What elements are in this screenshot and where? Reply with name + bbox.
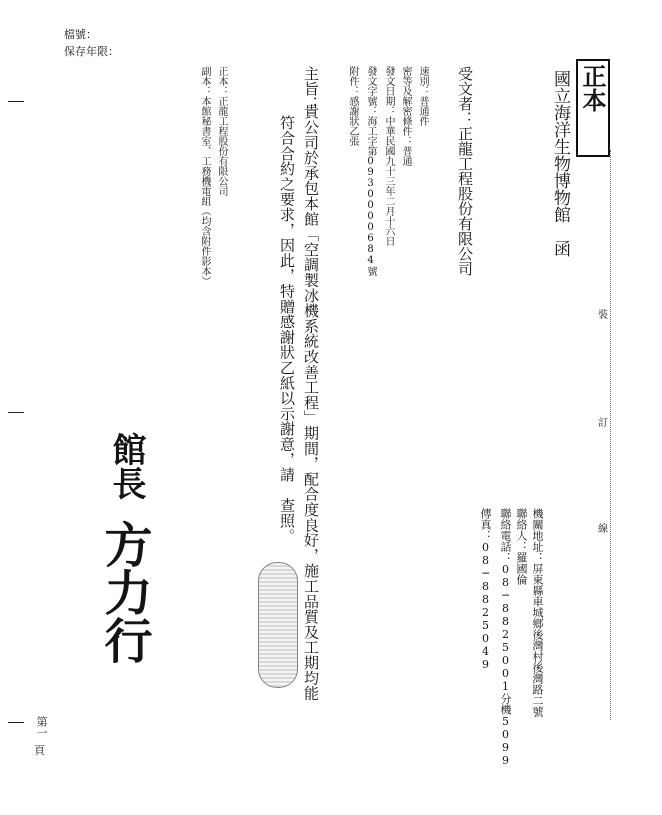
distribution-copy: 副本：本館秘書室、工務機電組（均含附件影本） [199, 66, 210, 286]
file-number-label: 檔號： [64, 28, 97, 41]
original-copy-stamp-text: 正本 [578, 64, 607, 112]
distribution-original: 正本：正龍工程股份有限公司 [216, 66, 227, 196]
page-label-bottom: 頁 [34, 744, 45, 757]
retention-period-label: 保存年限： [64, 45, 119, 58]
edge-mark-1 [8, 101, 24, 102]
doc-speed: 速別：普通件 [417, 66, 428, 126]
doc-date: 發文日期：中華民國九十三年二月十六日 [383, 66, 394, 246]
edge-mark-3 [8, 722, 24, 723]
contact-phone: 聯絡電話：08─8825001分機5099 [499, 508, 512, 767]
recipient: 受文者：正龍工程股份有限公司 [456, 66, 474, 276]
binding-char-1: 裝 [598, 306, 608, 321]
subject-label: 主旨： [302, 66, 320, 111]
doc-security: 密等及解密條件：普通 [400, 66, 411, 166]
subject-body-line-1: 貴公司於承包本館「空調製冰機系統改善工程」期間，配合度良好，施工品質及工期均能 [302, 104, 320, 701]
signature-title: 館長 [106, 432, 146, 500]
contact-fax: 傳真：08─8825049 [479, 508, 492, 671]
contact-person: 聯絡人：羅國倫 [515, 508, 528, 585]
signature-name: 方力行 [96, 520, 152, 664]
binding-line [610, 150, 611, 720]
contact-address: 機關地址：屏東縣車城鄉後灣村後灣路二號 [531, 508, 544, 717]
edge-mark-2 [8, 412, 24, 413]
binding-char-2: 訂 [598, 414, 608, 429]
page-label-top: 第一 [35, 716, 48, 738]
official-seal-stamp [258, 562, 298, 688]
binding-char-3: 線 [598, 520, 608, 535]
org-title: 國立海洋生物博物館 函 [550, 70, 570, 257]
doc-number: 發文字號：海工字第0930000684號 [365, 66, 376, 276]
subject-body-line-2: 符合合約之要求，因此，特贈感謝狀乙紙以示謝意，請 查照。 [278, 115, 296, 544]
doc-attachment: 附件：感謝狀乙張 [347, 66, 358, 146]
